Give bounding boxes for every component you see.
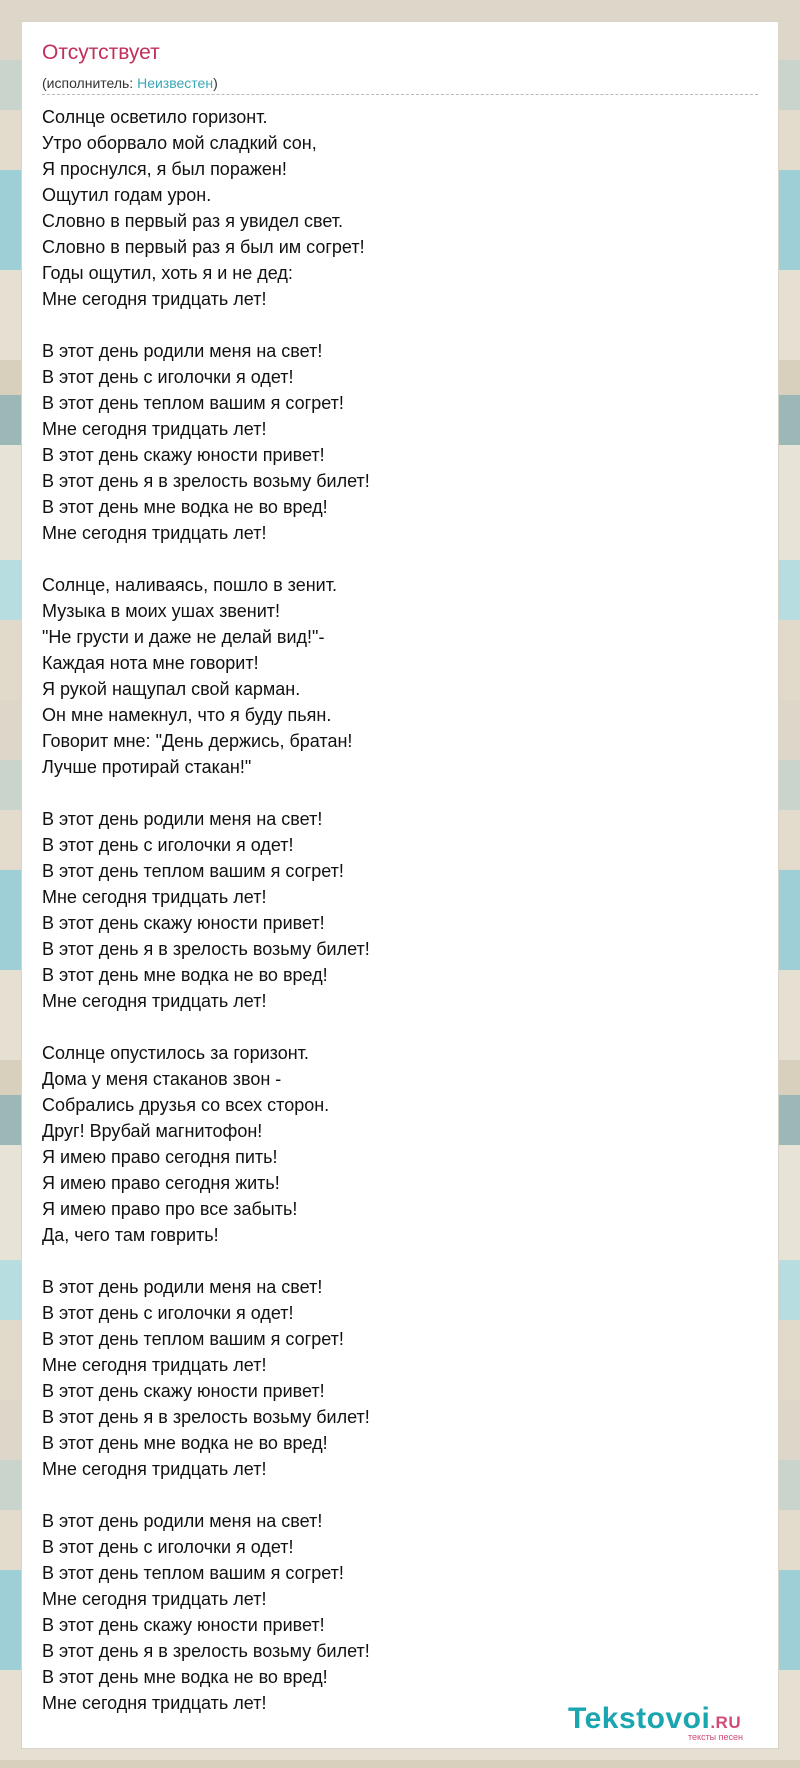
lyric-line: В этот день родили меня на свет! — [42, 1511, 323, 1531]
lyric-line: Я рукой нащупал свой карман. — [42, 679, 301, 699]
stanza-gap — [42, 780, 742, 806]
song-title: Отсутствует — [42, 41, 160, 64]
lyric-line: В этот день родили меня на свет! — [42, 341, 323, 361]
lyric-line: Мне сегодня тридцать лет! — [42, 991, 267, 1011]
lyric-line: В этот день скажу юности привет! — [42, 1615, 325, 1635]
lyric-line: В этот день с иголочки я одет! — [42, 367, 294, 387]
lyric-line: В этот день мне водка не во вред! — [42, 1667, 328, 1687]
artist-prefix: (исполнитель: — [42, 75, 138, 91]
lyric-line: В этот день я в зрелость возьму билет! — [42, 939, 370, 959]
lyric-line: Ощутил годам урон. — [42, 185, 212, 205]
artist-line — [42, 74, 218, 92]
lyric-line: В этот день родили меня на свет! — [42, 1277, 323, 1297]
artist-link[interactable]: Неизвестен — [137, 75, 214, 91]
site-logo[interactable] — [568, 1702, 768, 1744]
lyric-line: Мне сегодня тридцать лет! — [42, 289, 267, 309]
lyric-line: Я проснулся, я был поражен! — [42, 159, 287, 179]
lyric-line: Я имею право сегодня пить! — [42, 1147, 278, 1167]
lyric-line: Друг! Врубай магнитофон! — [42, 1121, 263, 1141]
lyric-line: В этот день с иголочки я одет! — [42, 1537, 294, 1557]
lyric-line: Он мне намекнул, что я буду пьян. — [42, 705, 332, 725]
lyric-line: В этот день я в зрелость возьму билет! — [42, 471, 370, 491]
lyric-line: Мне сегодня тридцать лет! — [42, 1589, 267, 1609]
lyric-line: В этот день теплом вашим я согрет! — [42, 393, 344, 413]
lyric-line: В этот день с иголочки я одет! — [42, 835, 294, 855]
lyric-line: Я имею право про все забыть! — [42, 1199, 298, 1219]
lyric-line: В этот день я в зрелость возьму билет! — [42, 1407, 370, 1427]
lyric-line: В этот день скажу юности привет! — [42, 913, 325, 933]
lyric-line: В этот день теплом вашим я согрет! — [42, 1329, 344, 1349]
lyric-line: Собрались друзья со всех сторон. — [42, 1095, 330, 1115]
lyrics-text — [42, 104, 742, 1716]
title-divider — [42, 94, 758, 95]
stanza-gap — [42, 312, 742, 338]
lyric-line: Музыка в моих ушах звенит! — [42, 601, 280, 621]
lyrics-card — [22, 22, 778, 1748]
stanza-gap — [42, 1014, 742, 1040]
lyric-line: Мне сегодня тридцать лет! — [42, 523, 267, 543]
lyric-line: Солнце, наливаясь, пошло в зенит. — [42, 575, 337, 595]
lyric-line: Словно в первый раз я был им согрет! — [42, 237, 365, 257]
lyric-line: Мне сегодня тридцать лет! — [42, 887, 267, 907]
lyric-line: В этот день мне водка не во вред! — [42, 497, 328, 517]
lyric-line: Да, чего там говрить! — [42, 1225, 219, 1245]
logo-name: Tekstovoi — [568, 1702, 711, 1735]
lyric-line: Говорит мне: "День держись, братан! — [42, 731, 353, 751]
logo-suffix: .RU — [710, 1713, 742, 1732]
lyric-line: Мне сегодня тридцать лет! — [42, 1693, 267, 1713]
lyric-line: В этот день скажу юности привет! — [42, 1381, 325, 1401]
lyric-line: Словно в первый раз я увидел свет. — [42, 211, 343, 231]
lyric-line: Дома у меня стаканов звон - — [42, 1069, 282, 1089]
lyric-line: "Не грусти и даже не делай вид!"- — [42, 627, 325, 647]
stanza-gap — [42, 1248, 742, 1274]
lyric-line: Солнце осветило горизонт. — [42, 107, 268, 127]
lyric-line: Мне сегодня тридцать лет! — [42, 1459, 267, 1479]
stanza-gap — [42, 546, 742, 572]
artist-suffix: ) — [213, 75, 218, 91]
lyric-line: Лучше протирай стакан!" — [42, 757, 252, 777]
lyric-line: Каждая нота мне говорит! — [42, 653, 259, 673]
lyric-line: Утро оборвало мой сладкий сон, — [42, 133, 317, 153]
lyric-line: Я имею право сегодня жить! — [42, 1173, 280, 1193]
lyric-line: В этот день родили меня на свет! — [42, 809, 323, 829]
lyric-line: Мне сегодня тридцать лет! — [42, 1355, 267, 1375]
lyric-line: В этот день скажу юности привет! — [42, 445, 325, 465]
lyric-line: В этот день теплом вашим я согрет! — [42, 1563, 344, 1583]
lyric-line: Солнце опустилось за горизонт. — [42, 1043, 309, 1063]
lyric-line: Мне сегодня тридцать лет! — [42, 419, 267, 439]
lyric-line: Годы ощутил, хоть я и не дед: — [42, 263, 293, 283]
lyric-line: В этот день теплом вашим я согрет! — [42, 861, 344, 881]
lyric-line: В этот день мне водка не во вред! — [42, 965, 328, 985]
logo-tagline: тексты песен — [688, 1732, 744, 1742]
stanza-gap — [42, 1482, 742, 1508]
lyric-line: В этот день мне водка не во вред! — [42, 1433, 328, 1453]
lyric-line: В этот день с иголочки я одет! — [42, 1303, 294, 1323]
lyric-line: В этот день я в зрелость возьму билет! — [42, 1641, 370, 1661]
